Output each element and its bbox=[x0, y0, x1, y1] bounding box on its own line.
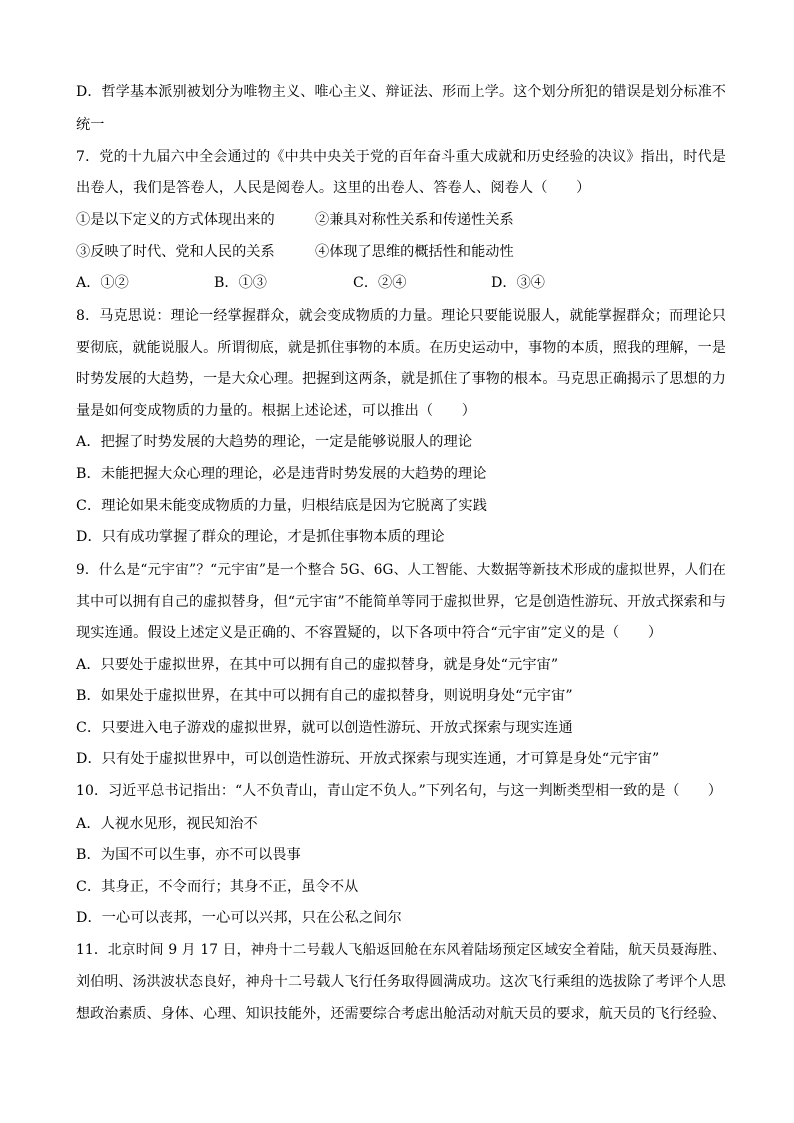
q11-stem-line2: 刘伯明、汤洪波状态良好，神舟十二号载人飞行任务取得圆满成功。这次飞行乘组的选拔除了考评个人思 bbox=[76, 974, 726, 990]
q9-stem-line2: 其中可以拥有自己的虚拟替身，但“元宇宙”不能简单等同于虚拟世界，它是创造性游玩、开放式探索和与 bbox=[76, 594, 726, 610]
q11-stem-line1: 11．北京时间 9 月 17 日，神舟十二号载人飞船返回舱在东风着陆场预定区域安全着陆，航天员聂海胜、 bbox=[76, 942, 726, 958]
q7-item-3: ③反映了时代、党和人民的关系 bbox=[76, 244, 275, 260]
q9-option-c: C．只要进入电子游戏的虚拟世界，就可以创造性游玩、开放式探索与现实连通 bbox=[76, 720, 573, 736]
q9-stem-line1: 9．什么是“元宇宙”？“元宇宙”是一个整合 5G、6G、人工智能、大数据等新技术形成的虚拟世界，人们在 bbox=[76, 562, 726, 578]
q7-stem-line1: 7．党的十九届六中全会通过的《中共中央关于党的百年奋斗重大成就和历史经验的决议》指出，时代是 bbox=[76, 149, 726, 165]
q7-option-c: C．②④ bbox=[353, 275, 407, 291]
q8-option-c: C．理论如果未能变成物质的力量，归根结底是因为它脱离了实践 bbox=[76, 498, 488, 514]
q11-stem-line3: 想政治素质、身体、心理、知识技能外，还需要综合考虑出舱活动对航天员的要求，航天员的飞行经验、 bbox=[76, 1006, 726, 1022]
q7-items-row1 bbox=[76, 210, 726, 230]
q7-item-2: ②兼具对称性关系和传递性关系 bbox=[315, 212, 514, 228]
q9-option-a: A．只要处于虚拟世界，在其中可以拥有自己的虚拟替身，就是身处“元宇宙” bbox=[76, 657, 559, 673]
q7-item-4: ④体现了思维的概括性和能动性 bbox=[315, 244, 514, 260]
q7-option-a: A．①② bbox=[76, 275, 129, 291]
q8-stem-line1: 8．马克思说：理论一经掌握群众，就会变成物质的力量。理论只要能说服人，就能掌握群众；而理论只 bbox=[76, 308, 726, 324]
q6-option-d-line2: 统一 bbox=[76, 117, 105, 133]
q10-option-b: B．为国不可以生事，亦不可以畏事 bbox=[76, 847, 301, 863]
q7-items-row2 bbox=[76, 242, 726, 262]
q8-stem-line2: 要彻底，就能说服人。所谓彻底，就是抓住事物的本质。在历史运动中，事物的本质，照我的理解，一是 bbox=[76, 340, 726, 356]
q7-option-b: B．①③ bbox=[214, 275, 267, 291]
q7-option-d: D．③④ bbox=[491, 275, 545, 291]
q9-option-d: D．只有处于虚拟世界中，可以创造性游玩、开放式探索与现实连通，才可算是身处“元宇宙” bbox=[76, 751, 660, 767]
q8-option-b: B．未能把握大众心理的理论，必是违背时势发展的大趋势的理论 bbox=[76, 466, 487, 482]
q10-option-d: D．一心可以丧邦，一心可以兴邦，只在公私之间尔 bbox=[76, 910, 402, 926]
q8-option-a: A．把握了时势发展的大趋势的理论，一定是能够说服人的理论 bbox=[76, 434, 473, 450]
q7-item-1: ①是以下定义的方式体现出来的 bbox=[76, 212, 275, 228]
q8-option-d: D．只有成功掌握了群众的理论，才是抓住事物本质的理论 bbox=[76, 529, 445, 545]
q10-stem: 10．习近平总书记指出：“人不负青山，青山定不负人。”下列名句，与这一判断类型相一致的是（ ） bbox=[76, 783, 722, 799]
q6-option-d-line1: D．哲学基本派别被划分为唯物主义、唯心主义、辩证法、形而上学。这个划分所犯的错误是划分标准不 bbox=[76, 84, 726, 100]
q8-stem-line3: 时势发展的大趋势，一是大众心理。把握到这两条，就是抓住了事物的根本。马克思正确揭示了思想的力 bbox=[76, 371, 726, 387]
q10-option-c: C．其身正，不令而行；其身不正，虽令不从 bbox=[76, 879, 359, 895]
q7-stem-line2: 出卷人，我们是答卷人，人民是阅卷人。这里的出卷人、答卷人、阅卷人（ ） bbox=[76, 180, 591, 196]
q9-option-b: B．如果处于虚拟世界，在其中可以拥有自己的虚拟替身，则说明身处“元宇宙” bbox=[76, 688, 573, 704]
q7-options-row bbox=[76, 273, 726, 293]
q8-stem-line4: 量是如何变成物质的力量的。根据上述论述，可以推出（ ） bbox=[76, 403, 477, 419]
q9-stem-line3: 现实连通。假设上述定义是正确的、不容置疑的，以下各项中符合“元宇宙”定义的是（ ） bbox=[76, 625, 663, 641]
q10-option-a: A．人视水见形，视民知治不 bbox=[76, 816, 258, 832]
